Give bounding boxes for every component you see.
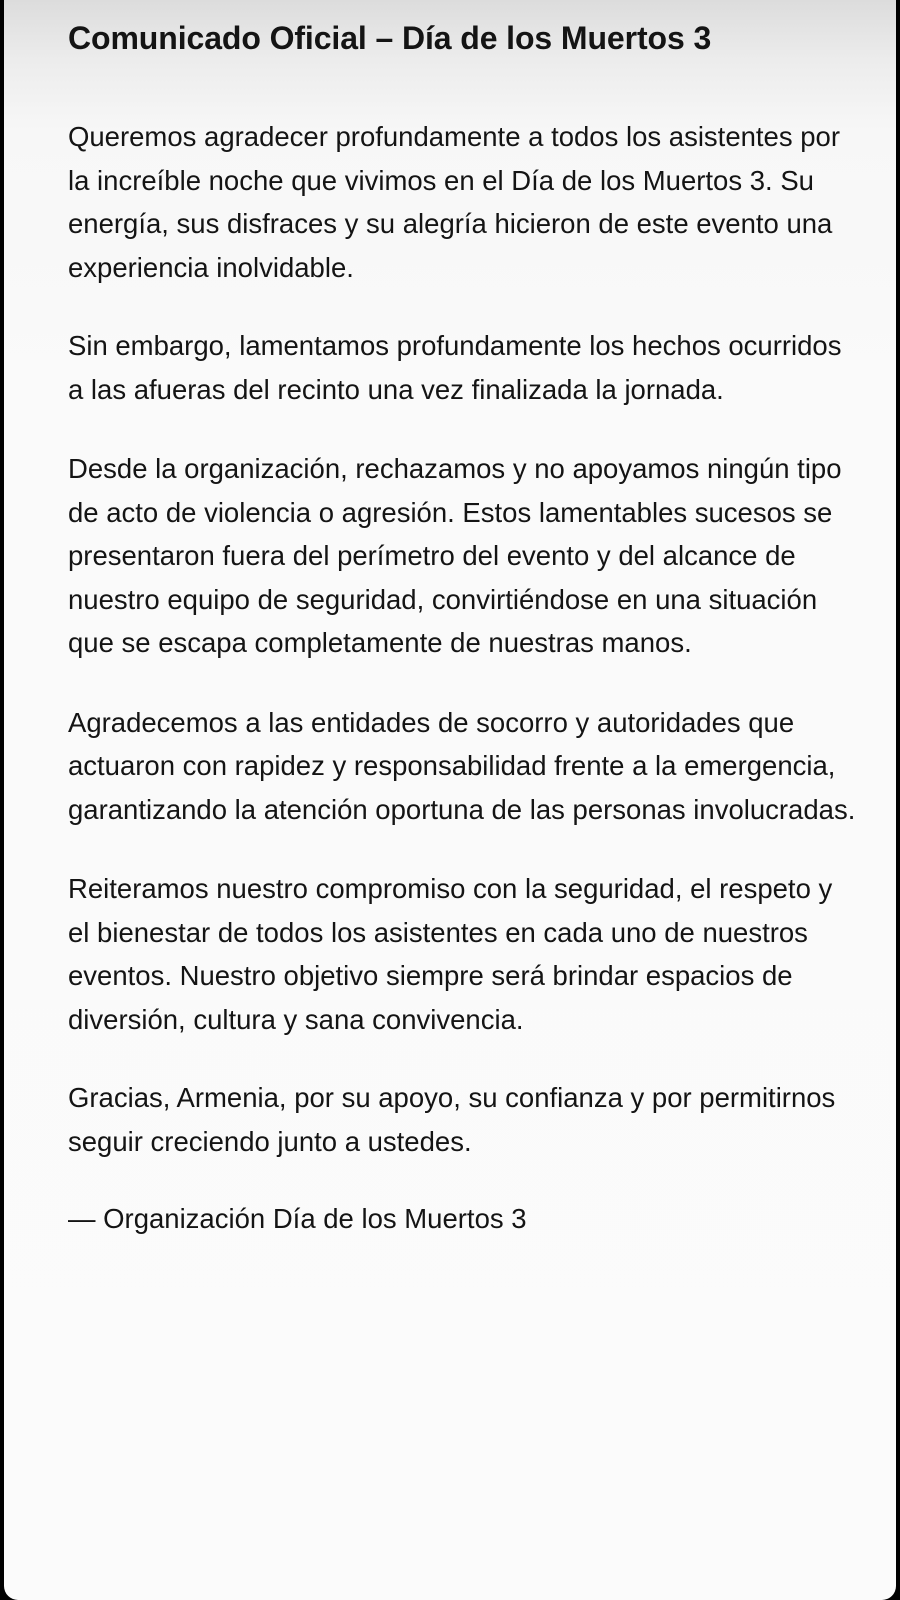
paragraph-authorities: Agradecemos a las entidades de socorro y autoridades que actuaron con rapidez y responsabilidad frente a la emergencia, garantizando la atención oportuna de las personas involucradas. (68, 706, 856, 825)
paragraph-commitment: Reiteramos nuestro compromiso con la seguridad, el respeto y el bienestar de todos los asistentes en cada uno de nuestros eventos. Nuestro objetivo siempre será brindar espacios de diversión, cultura y sana convivencia. (68, 873, 833, 1035)
paragraph-gratitude: Gracias, Armenia, por su apoyo, su confianza y por permitirnos seguir creciendo junto a ustedes. (68, 1082, 836, 1157)
signature: — Organización Día de los Muertos 3 (68, 1203, 527, 1234)
announcement-body (68, 14, 858, 1268)
paragraph-thanks: Queremos agradecer profundamente a todos los asistentes por la increíble noche que vivimos en el Día de los Muertos 3. Su energía, sus disfraces y su alegría hicieron de este evento una experiencia inolvidable. (68, 121, 840, 283)
document-title: Comunicado Oficial – Día de los Muertos 3 (68, 20, 712, 56)
paragraph-incident: Sin embargo, lamentamos profundamente los hechos ocurridos a las afueras del recinto una vez finalizada la jornada. (68, 330, 842, 405)
document-page (4, 0, 896, 1600)
paragraph-stance: Desde la organización, rechazamos y no apoyamos ningún tipo de acto de violencia o agresión. Estos lamentables sucesos se presentaron fuera del perímetro del evento y del alcance de nuestro equipo de seguridad, convirtiéndose en una situación que se escapa completamente de nuestras manos. (68, 453, 842, 658)
